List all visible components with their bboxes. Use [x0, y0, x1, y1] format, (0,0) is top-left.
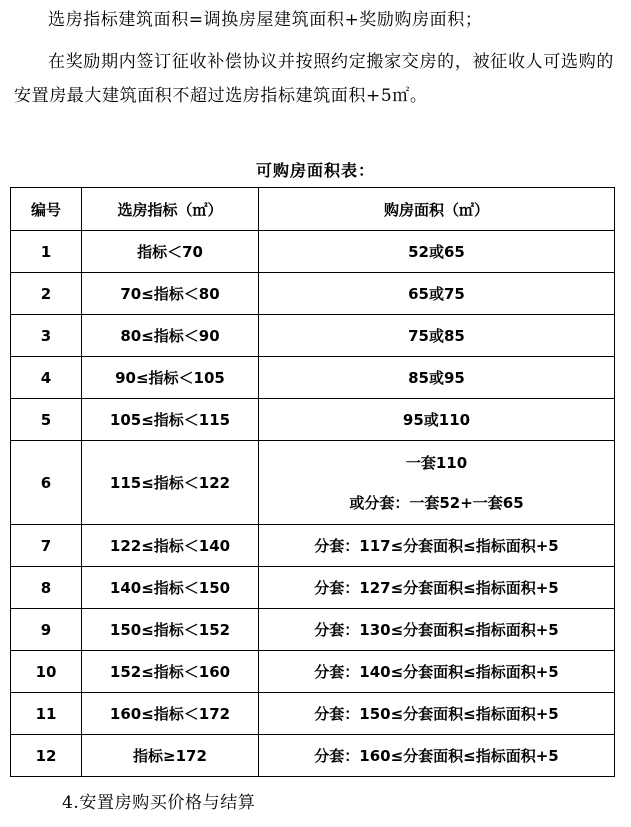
purchase-area-line: 52或65 [408, 242, 465, 261]
cell-number: 8 [11, 567, 82, 609]
table-row [11, 525, 615, 567]
cell-number: 1 [11, 231, 82, 273]
paragraph-formula: 选房指标建筑面积=调换房屋建筑面积+奖励购房面积； [48, 10, 483, 30]
header-indicator: 选房指标（㎡） [82, 188, 259, 231]
cell-indicator: 152≤指标＜160 [82, 651, 259, 693]
cell-indicator: 指标≥172 [82, 735, 259, 777]
cell-purchase-area [259, 567, 615, 609]
purchase-area-line: 65或75 [408, 284, 465, 303]
table-row [11, 399, 615, 441]
table-caption: 可购房面积表： [255, 161, 375, 180]
purchase-area-line: 分套：130≤分套面积≤指标面积+5 [314, 620, 559, 639]
table-body [11, 231, 615, 777]
cell-number: 6 [11, 441, 82, 525]
table-row [11, 651, 615, 693]
cell-number: 12 [11, 735, 82, 777]
cell-indicator: 105≤指标＜115 [82, 399, 259, 441]
cell-purchase-area [259, 735, 615, 777]
cell-purchase-area [259, 357, 615, 399]
cell-purchase-area [259, 399, 615, 441]
purchase-area-line: 分套：117≤分套面积≤指标面积+5 [314, 536, 559, 555]
purchase-area-line: 分套：140≤分套面积≤指标面积+5 [314, 662, 559, 681]
cell-number: 9 [11, 609, 82, 651]
purchase-area-line: 95或110 [402, 410, 471, 429]
cell-purchase-area [259, 609, 615, 651]
purchase-area-line: 分套：150≤分套面积≤指标面积+5 [314, 704, 559, 723]
header-number: 编号 [11, 188, 82, 231]
cell-purchase-area [259, 525, 615, 567]
cell-indicator: 122≤指标＜140 [82, 525, 259, 567]
cell-indicator: 160≤指标＜172 [82, 693, 259, 735]
cell-indicator: 90≤指标＜105 [82, 357, 259, 399]
table-row [11, 567, 615, 609]
cell-number: 5 [11, 399, 82, 441]
cell-indicator: 指标＜70 [82, 231, 259, 273]
cell-purchase-area [259, 315, 615, 357]
purchase-area-line: 分套：160≤分套面积≤指标面积+5 [314, 746, 559, 765]
table-row [11, 231, 615, 273]
table-row [11, 693, 615, 735]
cell-purchase-area [259, 693, 615, 735]
table-row [11, 315, 615, 357]
cell-number: 10 [11, 651, 82, 693]
cell-number: 7 [11, 525, 82, 567]
purchase-area-line: 75或85 [408, 326, 465, 345]
cell-number: 2 [11, 273, 82, 315]
cell-number: 3 [11, 315, 82, 357]
cell-purchase-area [259, 231, 615, 273]
table-row [11, 357, 615, 399]
table-row [11, 735, 615, 777]
cell-number: 4 [11, 357, 82, 399]
cell-indicator: 70≤指标＜80 [82, 273, 259, 315]
table-row [11, 441, 615, 525]
cell-indicator: 80≤指标＜90 [82, 315, 259, 357]
cell-indicator: 150≤指标＜152 [82, 609, 259, 651]
header-purchase-area: 购房面积（㎡） [259, 188, 615, 231]
table-row [11, 273, 615, 315]
purchasable-area-table [10, 187, 615, 777]
cell-purchase-area [259, 441, 615, 525]
cell-number: 11 [11, 693, 82, 735]
cell-purchase-area [259, 651, 615, 693]
cell-indicator: 140≤指标＜150 [82, 567, 259, 609]
table-header-row [11, 188, 615, 231]
cell-indicator: 115≤指标＜122 [82, 441, 259, 525]
purchase-area-line: 或分套：一套52+一套65 [349, 493, 524, 512]
purchase-area-line: 分套：127≤分套面积≤指标面积+5 [314, 578, 559, 597]
section-heading-price-settlement: 4.安置房购买价格与结算 [62, 793, 256, 813]
purchase-area-line: 一套110 [405, 453, 468, 472]
cell-purchase-area [259, 273, 615, 315]
paragraph-reward-rule: 在奖励期内签订征收补偿协议并按照约定搬家交房的，被征收人可选购的安置房最大建筑面积不超过选房指标建筑面积+5㎡。 [14, 52, 614, 106]
purchase-area-line: 85或95 [408, 368, 465, 387]
table-row [11, 609, 615, 651]
